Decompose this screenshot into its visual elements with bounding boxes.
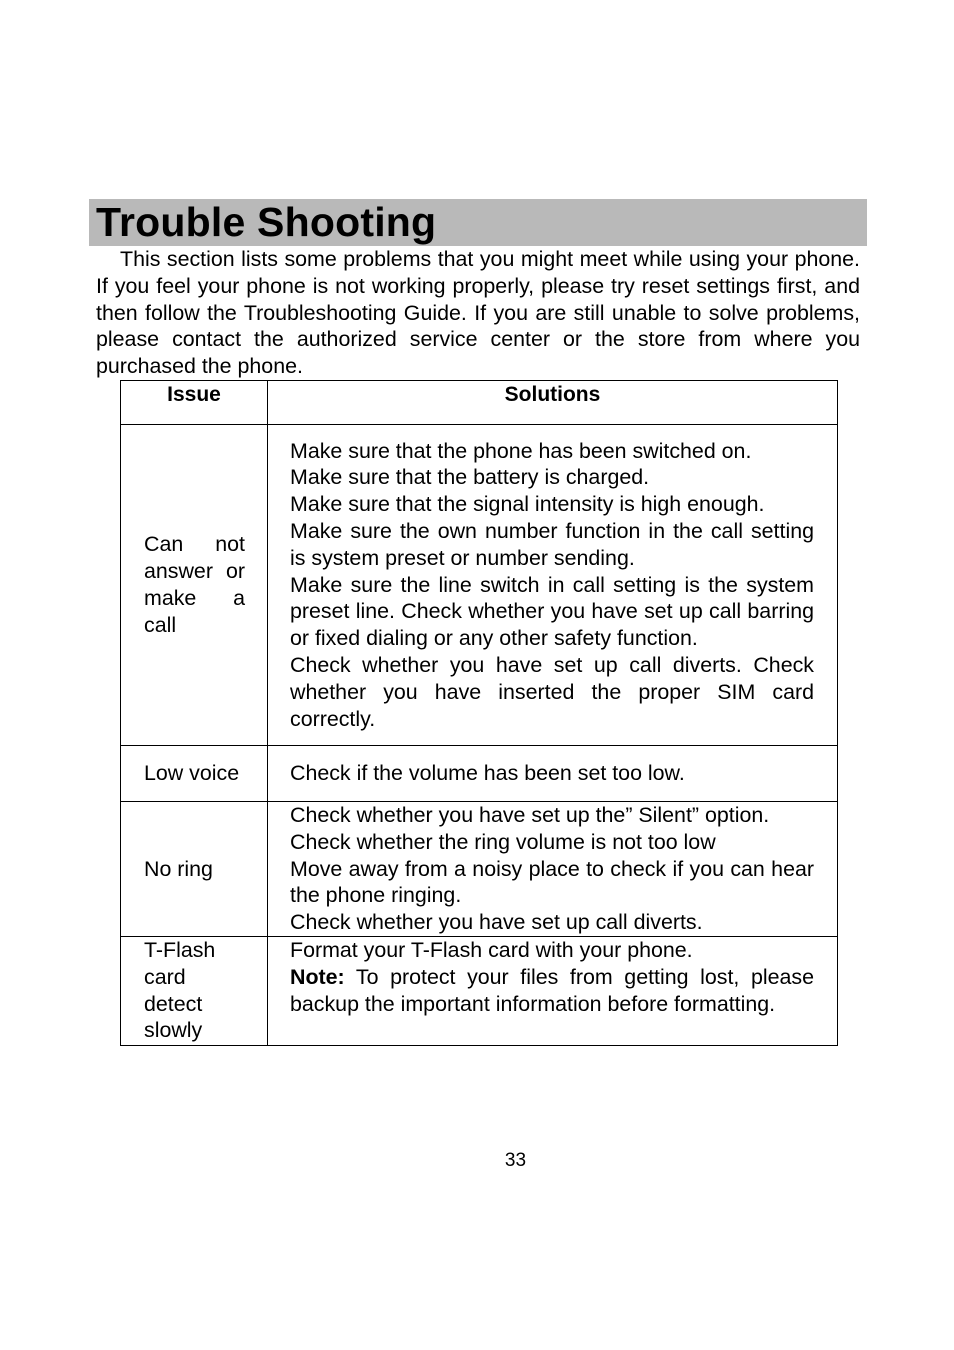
solution-line: Format your T-Flash card with your phone. xyxy=(290,938,693,962)
issue-cell xyxy=(121,802,268,937)
issue-cell xyxy=(121,425,268,746)
solution-line: Make sure that the battery is charged. xyxy=(290,465,650,490)
solution-line: Make sure that the signal intensity is high enough. xyxy=(290,492,765,517)
solution-line: Make sure the line switch in call setting is the system preset line. Check whether you have set up call barring or fixed dialing or any other safety function. xyxy=(290,572,814,651)
solution-line: Move away from a noisy place to check if you can hear the phone ringing. xyxy=(290,856,814,908)
issue-cell xyxy=(121,937,268,1046)
solutions-cell xyxy=(268,937,838,1046)
solution-line: Check whether the ring volume is not too low xyxy=(290,829,716,854)
solutions-cell xyxy=(268,746,838,802)
table-row xyxy=(121,937,838,1046)
issue-text: T-Flash card detect slowly xyxy=(144,938,216,1043)
solution-line: Check if the volume has been set too low. xyxy=(290,761,685,786)
page-number: 33 xyxy=(504,1150,527,1171)
solution-line: Make sure that the phone has been switched on. xyxy=(290,438,752,463)
table-row xyxy=(121,802,838,937)
issue-text: Can not answer or make a call xyxy=(144,532,245,637)
note-text: To protect your files from getting lost, please backup the important information before formatting. xyxy=(290,964,814,1016)
section-heading-bar xyxy=(89,199,867,246)
solutions-cell xyxy=(268,425,838,746)
solution-line: Check whether you have set up call diverts. xyxy=(290,910,703,935)
note-paragraph xyxy=(290,964,814,1018)
issue-column-header: Issue xyxy=(121,381,268,425)
table-row xyxy=(121,425,838,746)
note-label: Note: xyxy=(290,964,345,989)
solution-line: Check whether you have set up the” Silent” option. xyxy=(290,803,770,827)
table-row xyxy=(121,746,838,802)
table-header-row xyxy=(121,381,838,425)
solution-line: Check whether you have set up call diverts. Check whether you have inserted the proper SIM card correctly. xyxy=(290,652,814,731)
solutions-column-header: Solutions xyxy=(268,381,838,425)
issue-cell xyxy=(121,746,268,802)
intro-paragraph: This section lists some problems that you might meet while using your phone. If you feel your phone is not working properly, please try reset settings first, and then follow the Troubleshooting Guide. If you are still unable to solve problems, please contact the authorized service center or the store from where you purchased the phone. xyxy=(96,247,860,379)
issue-text: Low voice xyxy=(144,761,240,786)
solutions-cell xyxy=(268,802,838,937)
solution-line: Make sure the own number function in the call setting is system preset or number sending. xyxy=(290,519,814,570)
issue-text: No ring xyxy=(144,856,213,881)
troubleshooting-table xyxy=(120,380,838,1046)
section-heading: Trouble Shooting xyxy=(96,199,437,245)
